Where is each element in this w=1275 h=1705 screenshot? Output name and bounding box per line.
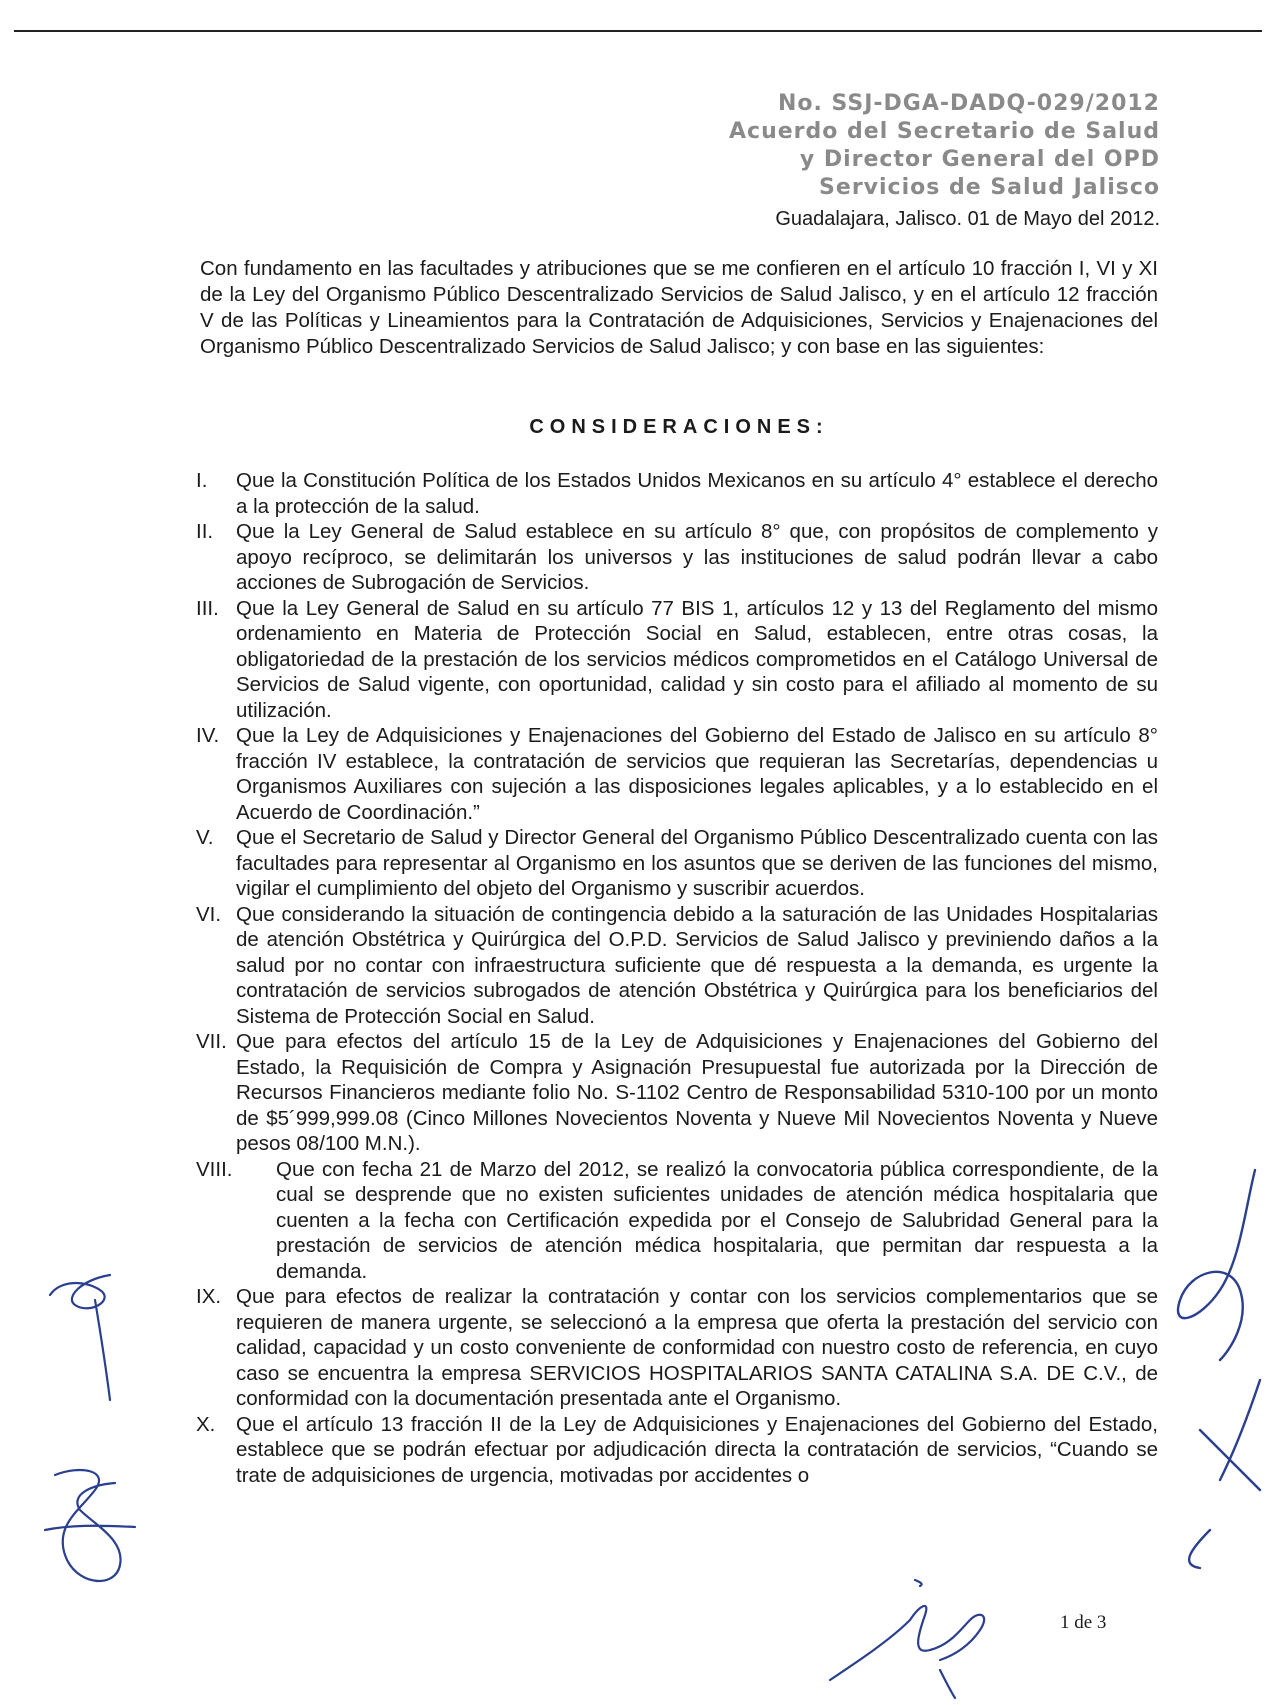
item-text: Que el Secretario de Salud y Director General del Organismo Público Descentralizado cuenta con las facultades para representar al Organismo en los asuntos que se deriven de las funciones del mismo, vigilar el cumplimiento del objeto del Organismo y suscribir acuerdos. [236, 826, 1158, 900]
item-text: Que considerando la situación de contingencia debido a la saturación de las Unidades Hospitalarias de atención Obstétrica y Quirúrgica del O.P.D. Servicios de Salud Jalisco y previniendo daños a la salud por no contar con infraestructura suficiente que dé respuesta a la demanda, es urgente la contratación de servicios subrogados de atención Obstétrica y Quirúrgica para los beneficiarios del Sistema de Protección Social en Salud. [236, 902, 1158, 1028]
item-number: IV. [196, 724, 220, 747]
item-text: Que para efectos de realizar la contratación y contar con los servicios complementarios que se requieren de manera urgente, se seleccionó a la empresa que oferta la prestación del servicio con calidad, capacidad y un costo conveniente de conformidad con nuestro costo de referencia, en cuyo caso se encuentra la empresa SERVICIOS HOSPITALARIOS SANTA CATALINA S.A. DE C.V., de conformidad con la documentación presentada ante el Organismo. [236, 1285, 1158, 1410]
list-item [196, 519, 1158, 596]
header-title-line-3: Servicios de Salud Jalisco [819, 175, 1160, 200]
list-item [196, 1029, 1158, 1157]
handwritten-initial-left-bottom [35, 1455, 145, 1605]
item-number: V. [196, 826, 214, 849]
document-number: No. SSJ-DGA-DADQ-029/2012 [777, 91, 1160, 116]
item-number: III. [196, 596, 219, 620]
top-rule [14, 30, 1262, 32]
section-heading: CONSIDERACIONES: [529, 416, 829, 438]
list-item [196, 723, 1158, 825]
list-item [196, 1284, 1158, 1412]
header-title-line-1: Acuerdo del Secretario de Salud [729, 119, 1160, 144]
considerations-list [196, 468, 1158, 1488]
item-text: Que la Ley General de Salud en su artículo 77 BIS 1, artículos 12 y 13 del Reglamento del mismo ordenamiento en Materia de Protección Social en Salud, establecen, entre otras cosas, la obligatoriedad de la prestación de los servicios médicos comprometidos en el Catálogo Universal de Servicios de Salud vigente, con oportunidad, calidad y sin costo para el afiliado al momento de su utilización. [236, 596, 1158, 722]
item-text: Que el artículo 13 fracción II de la Ley de Adquisiciones y Enajenaciones del Gobierno del Estado, establece que se podrán efectuar por adjudicación directa la contratación de servicios, “Cuando se trate de adquisiciones de urgencia, motivadas por accidentes o [236, 1412, 1158, 1487]
item-text: Que la Ley General de Salud establece en su artículo 8° que, con propósitos de complemento y apoyo recíproco, se delimitarán los universos y las instituciones de salud podrán llevar a cabo acciones de Subrogación de Servicios. [236, 520, 1158, 594]
handwritten-initial-left-top [40, 1260, 130, 1410]
list-item [196, 902, 1158, 1030]
item-number: VII. [196, 1030, 227, 1053]
intro-paragraph: Con fundamento en las facultades y atribuciones que se me confieren en el artículo 10 fracción I, VI y XI de la Ley del Organismo Público Descentralizado Servicios de Salud Jalisco, y en el artículo 12 fracción V de las Políticas y Lineamientos para la Contratación de Adquisiciones, Servicios y Enajenaciones del Organismo Público Descentralizado Servicios de Salud Jalisco; y con base en las siguientes: [200, 257, 1158, 358]
item-number: VIII. [196, 1157, 233, 1181]
item-text: Que con fecha 21 de Marzo del 2012, se realizó la convocatoria pública correspondiente, de la cual se desprende que no existen suficientes unidades de atención médica hospitalaria que cuenten a la fecha con Certificación expedida por el Consejo de Salubridad General para la prestación de servicios de atención médica hospitalaria, que permitan dar respuesta a la demanda. [276, 1157, 1158, 1283]
item-number: VI. [196, 902, 222, 926]
item-number: I. [196, 469, 208, 492]
handwritten-signature-right [1160, 1150, 1272, 1570]
list-item [196, 825, 1158, 902]
list-item [196, 1412, 1158, 1489]
header-title-line-2: y Director General del OPD [799, 147, 1160, 172]
item-number: IX. [196, 1285, 222, 1308]
list-item [196, 1157, 1158, 1285]
item-text: Que la Ley de Adquisiciones y Enajenaciones del Gobierno del Estado de Jalisco en su artículo 8° fracción IV establece, la contratación de servicios que requieran las Secretarías, dependencias u Organismos Auxiliares con sujeción a las disposiciones legales aplicables, y a lo establecido en el Acuerdo de Coordinación.” [236, 724, 1158, 824]
list-item [196, 596, 1158, 724]
document-date: Guadalajara, Jalisco. 01 de Mayo del 2012. [775, 208, 1160, 230]
item-number: II. [196, 520, 214, 543]
document-header [729, 90, 1160, 202]
handwritten-signature-bottom [820, 1560, 1020, 1700]
page-number: 1 de 3 [1060, 1612, 1107, 1633]
item-number: X. [196, 1412, 216, 1436]
item-text: Que la Constitución Política de los Estados Unidos Mexicanos en su artículo 4° establece el derecho a la protección de la salud. [236, 469, 1158, 518]
item-text: Que para efectos del artículo 15 de la Ley de Adquisiciones y Enajenaciones del Gobierno del Estado, la Requisición de Compra y Asignación Presupuestal fue autorizada por la Dirección de Recursos Financieros mediante folio No. S-1102 Centro de Responsabilidad 5310-100 por un monto de $5´999,999.08 (Cinco Millones Novecientos Noventa y Nueve Mil Novecientos Noventa y Nueve pesos 08/100 M.N.). [236, 1030, 1158, 1155]
list-item [196, 468, 1158, 519]
